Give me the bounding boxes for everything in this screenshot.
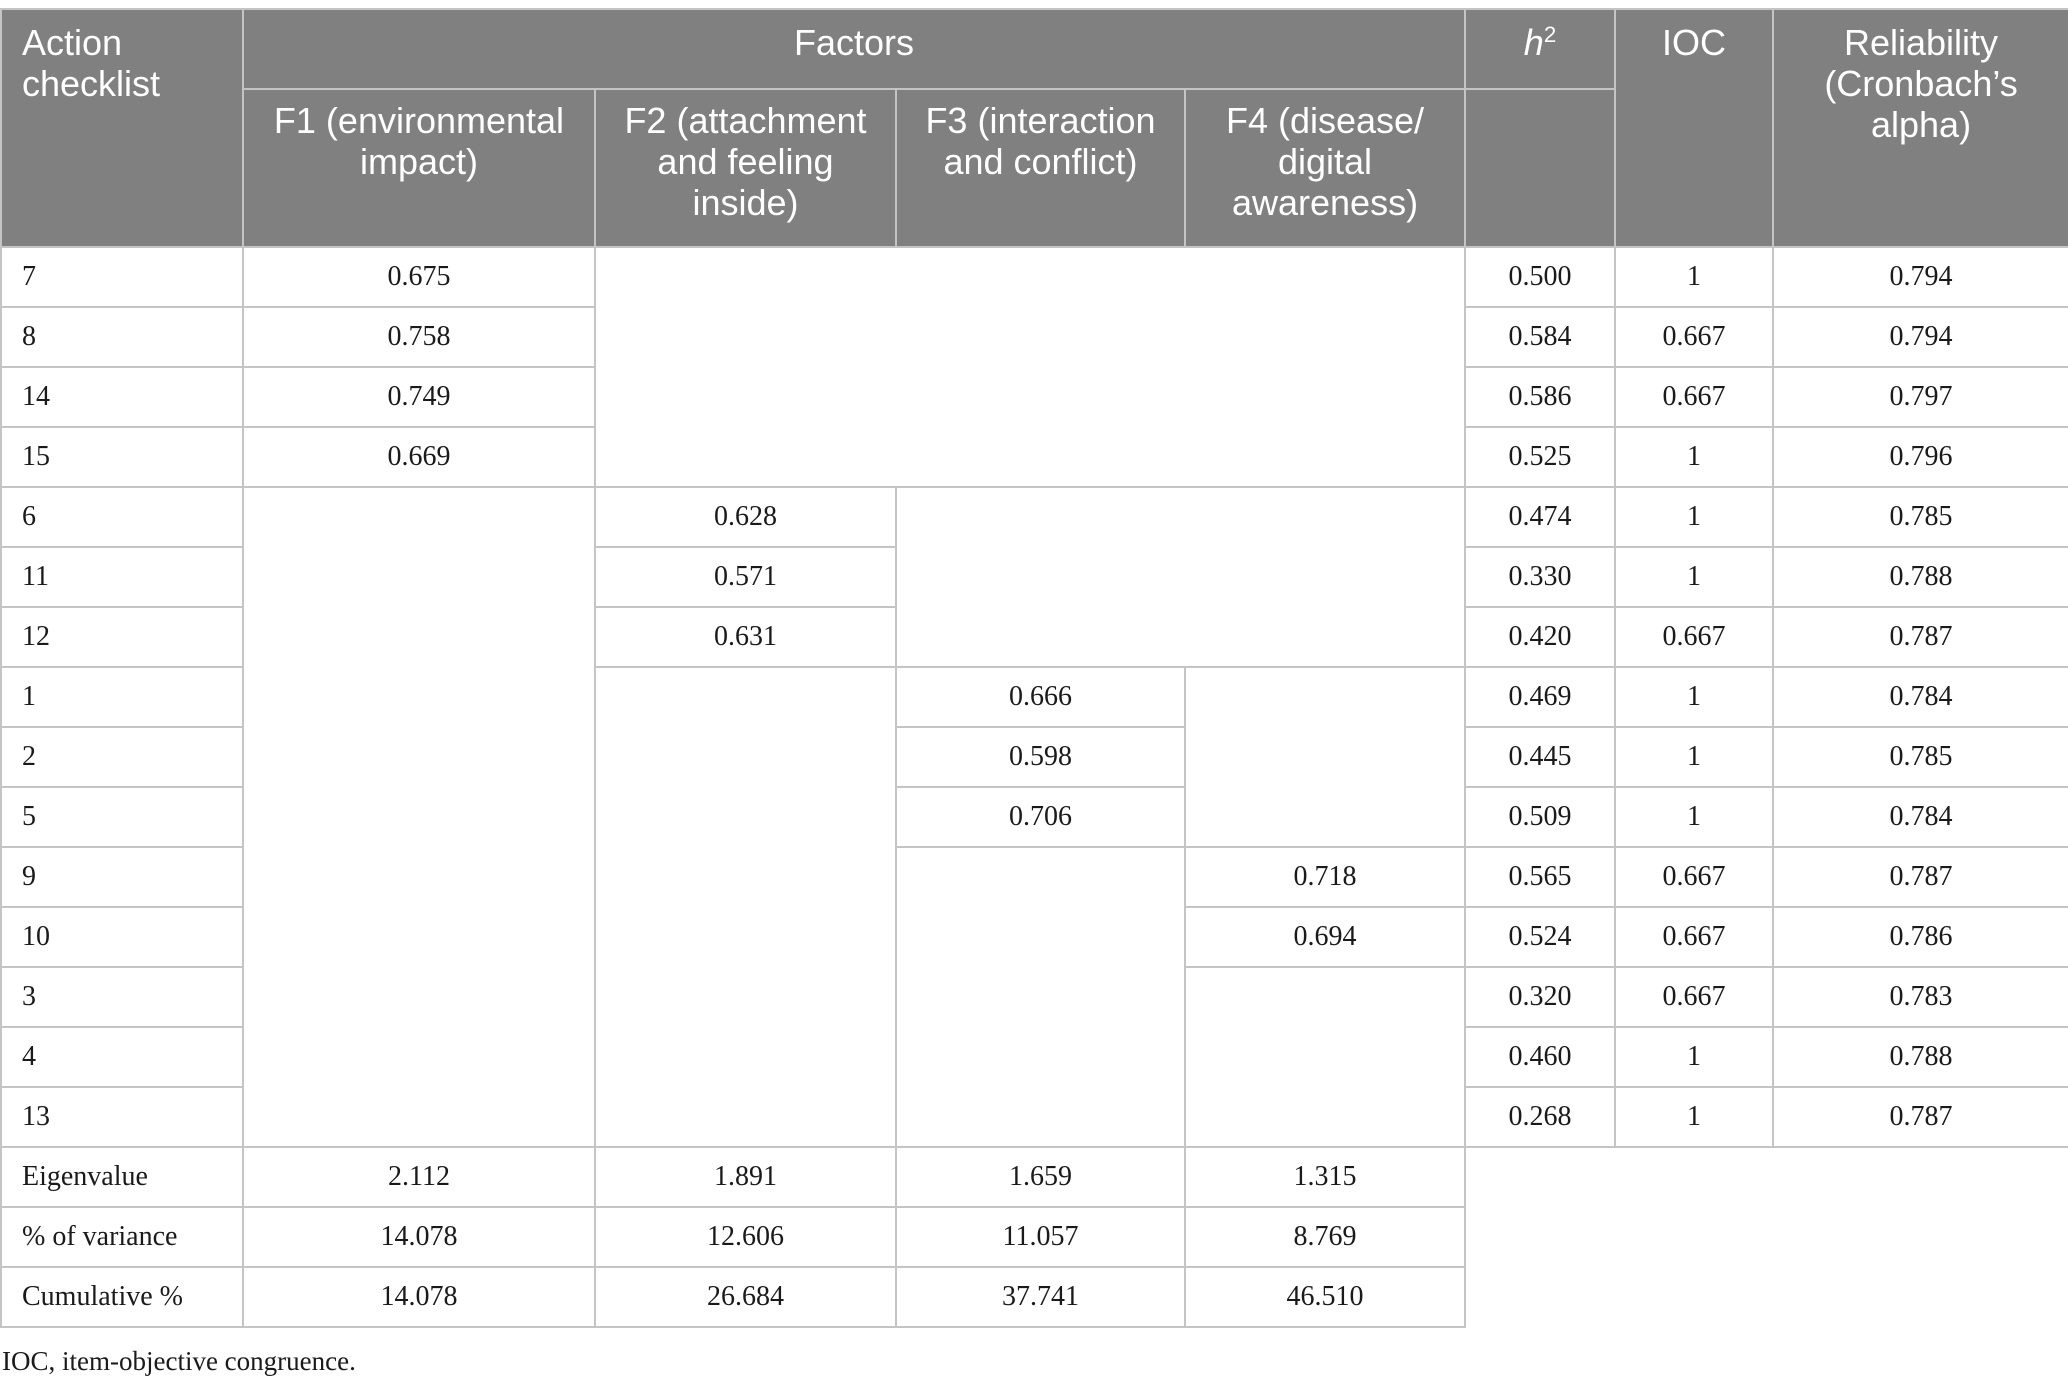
alpha-value: 0.783	[1773, 967, 2068, 1027]
ioc-value: 0.667	[1615, 307, 1773, 367]
ioc-value: 0.667	[1615, 967, 1773, 1027]
ioc-value: 1	[1615, 727, 1773, 787]
alpha-value: 0.784	[1773, 667, 2068, 727]
f2-loading: 0.571	[595, 547, 896, 607]
item-number: 2	[1, 727, 243, 787]
empty-block	[896, 847, 1185, 1147]
alpha-value: 0.788	[1773, 1027, 2068, 1087]
ioc-value: 0.667	[1615, 907, 1773, 967]
item-number: 15	[1, 427, 243, 487]
summary-value: 11.057	[896, 1207, 1185, 1267]
summary-label: % of variance	[1, 1207, 243, 1267]
f3-loading: 0.666	[896, 667, 1185, 727]
summary-value: 14.078	[243, 1207, 595, 1267]
header-f1: F1 (environmental impact)	[243, 89, 595, 247]
ioc-value: 0.667	[1615, 367, 1773, 427]
h2-value: 0.460	[1465, 1027, 1615, 1087]
empty-block	[1185, 967, 1465, 1147]
table-footnote: IOC, item-objective congruence.	[2, 1346, 356, 1376]
header-f4: F4 (disease/ digital awareness)	[1185, 89, 1465, 247]
table-row	[1, 247, 2068, 307]
summary-value: 1.315	[1185, 1147, 1465, 1207]
summary-value: 8.769	[1185, 1207, 1465, 1267]
alpha-value: 0.784	[1773, 787, 2068, 847]
item-number: 10	[1, 907, 243, 967]
header-ioc: IOC	[1615, 9, 1773, 247]
h2-symbol: h	[1523, 22, 1544, 63]
summary-value: 1.659	[896, 1147, 1185, 1207]
item-number: 13	[1, 1087, 243, 1147]
ioc-value: 1	[1615, 1087, 1773, 1147]
summary-value: 37.741	[896, 1267, 1185, 1327]
ioc-value: 1	[1615, 427, 1773, 487]
alpha-value: 0.786	[1773, 907, 2068, 967]
empty-block	[243, 487, 595, 1147]
summary-row-eigenvalue	[1, 1147, 2068, 1207]
empty-block	[595, 247, 1465, 487]
alpha-value: 0.785	[1773, 487, 2068, 547]
f2-loading: 0.628	[595, 487, 896, 547]
h2-value: 0.268	[1465, 1087, 1615, 1147]
item-number: 1	[1, 667, 243, 727]
h2-value: 0.500	[1465, 247, 1615, 307]
item-number: 3	[1, 967, 243, 1027]
summary-value: 1.891	[595, 1147, 896, 1207]
header-f2: F2 (attachment and feeling inside)	[595, 89, 896, 247]
f3-loading: 0.706	[896, 787, 1185, 847]
f1-loading: 0.675	[243, 247, 595, 307]
summary-value: 12.606	[595, 1207, 896, 1267]
empty-block	[896, 487, 1465, 667]
h2-value: 0.524	[1465, 907, 1615, 967]
ioc-value: 0.667	[1615, 607, 1773, 667]
summary-value: 2.112	[243, 1147, 595, 1207]
alpha-value: 0.796	[1773, 427, 2068, 487]
alpha-value: 0.787	[1773, 607, 2068, 667]
f2-loading: 0.631	[595, 607, 896, 667]
h2-value: 0.586	[1465, 367, 1615, 427]
header-factors: Factors	[243, 9, 1465, 89]
summary-label: Eigenvalue	[1, 1147, 243, 1207]
factor-analysis-table	[0, 8, 2068, 1328]
h2-value: 0.474	[1465, 487, 1615, 547]
f4-loading: 0.694	[1185, 907, 1465, 967]
f3-loading: 0.598	[896, 727, 1185, 787]
h2-value: 0.420	[1465, 607, 1615, 667]
alpha-value: 0.797	[1773, 367, 2068, 427]
ioc-value: 1	[1615, 787, 1773, 847]
ioc-value: 1	[1615, 667, 1773, 727]
h2-superscript: 2	[1543, 22, 1557, 47]
item-number: 14	[1, 367, 243, 427]
summary-label: Cumulative %	[1, 1267, 243, 1327]
summary-value: 14.078	[243, 1267, 595, 1327]
h2-value: 0.445	[1465, 727, 1615, 787]
h2-value: 0.320	[1465, 967, 1615, 1027]
item-number: 6	[1, 487, 243, 547]
table-row	[1, 487, 2068, 547]
f1-loading: 0.669	[243, 427, 595, 487]
item-number: 11	[1, 547, 243, 607]
summary-value: 46.510	[1185, 1267, 1465, 1327]
summary-blank	[1465, 1147, 2068, 1327]
summary-value: 26.684	[595, 1267, 896, 1327]
ioc-value: 1	[1615, 1027, 1773, 1087]
h2-value: 0.509	[1465, 787, 1615, 847]
header-reliability: Reliability (Cronbach’s alpha)	[1773, 9, 2068, 247]
header-h2	[1465, 9, 1615, 89]
alpha-value: 0.794	[1773, 247, 2068, 307]
item-number: 5	[1, 787, 243, 847]
ioc-value: 1	[1615, 487, 1773, 547]
header-action-checklist: Action checklist	[1, 9, 243, 247]
h2-value: 0.525	[1465, 427, 1615, 487]
item-number: 4	[1, 1027, 243, 1087]
alpha-value: 0.785	[1773, 727, 2068, 787]
alpha-value: 0.787	[1773, 847, 2068, 907]
ioc-value: 1	[1615, 547, 1773, 607]
header-row-top	[1, 9, 2068, 89]
ioc-value: 1	[1615, 247, 1773, 307]
empty-block	[595, 667, 896, 1147]
item-number: 7	[1, 247, 243, 307]
h2-value: 0.330	[1465, 547, 1615, 607]
alpha-value: 0.794	[1773, 307, 2068, 367]
h2-value: 0.469	[1465, 667, 1615, 727]
empty-block	[1185, 667, 1465, 847]
item-number: 8	[1, 307, 243, 367]
h2-value: 0.565	[1465, 847, 1615, 907]
h2-value: 0.584	[1465, 307, 1615, 367]
alpha-value: 0.787	[1773, 1087, 2068, 1147]
header-h2-blank	[1465, 89, 1615, 247]
f1-loading: 0.758	[243, 307, 595, 367]
f1-loading: 0.749	[243, 367, 595, 427]
alpha-value: 0.788	[1773, 547, 2068, 607]
ioc-value: 0.667	[1615, 847, 1773, 907]
item-number: 9	[1, 847, 243, 907]
header-f3: F3 (interaction and conflict)	[896, 89, 1185, 247]
f4-loading: 0.718	[1185, 847, 1465, 907]
item-number: 12	[1, 607, 243, 667]
